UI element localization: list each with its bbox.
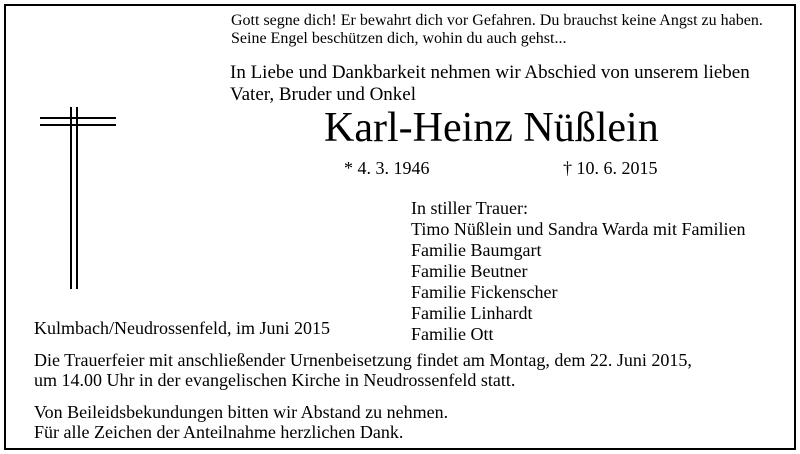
funeral-service-info: [34, 350, 692, 390]
farewell-intro: [230, 62, 750, 106]
mourner-item: Timo Nüßlein und Sandra Warda mit Familien: [411, 219, 746, 239]
closing-line: Für alle Zeichen der Anteilnahme herzlichen Dank.: [34, 422, 404, 442]
verse-line: Seine Engel beschützen dich, wohin du auch gehst...: [231, 30, 567, 48]
mourner-item: Familie Baumgart: [411, 240, 542, 260]
bible-verse: [231, 12, 763, 49]
birth-date: * 4. 3. 1946: [344, 158, 430, 178]
mourner-item: Familie Ott: [411, 324, 494, 344]
service-line: um 14.00 Uhr in der evangelischen Kirche in Neudrossenfeld statt.: [34, 370, 516, 390]
closing-note: [34, 402, 448, 442]
death-date: † 10. 6. 2015: [563, 158, 658, 178]
closing-line: Von Beileidsbekundungen bitten wir Abstand zu nehmen.: [34, 402, 449, 422]
intro-line: Vater, Bruder und Onkel: [230, 83, 417, 105]
mourner-item: Familie Fickenscher: [411, 282, 558, 302]
mourners-heading: In stiller Trauer:: [411, 198, 528, 218]
mourners-list: [411, 198, 746, 345]
service-line: Die Trauerfeier mit anschließender Urnenbeisetzung findet am Montag, dem 22. Juni 2015,: [34, 350, 692, 370]
intro-line: In Liebe und Dankbarkeit nehmen wir Abschied von unserem lieben: [230, 62, 750, 83]
mourner-item: Familie Beutner: [411, 261, 528, 281]
verse-line: Gott segne dich! Er bewahrt dich vor Gefahren. Du brauchst keine Angst zu haben.: [231, 12, 763, 29]
obituary-notice: [4, 4, 796, 450]
deceased-name: Karl-Heinz Nüßlein: [324, 105, 659, 151]
mourner-item: Familie Linhardt: [411, 303, 533, 323]
cross-icon: [40, 107, 116, 289]
place-and-date: Kulmbach/Neudrossenfeld, im Juni 2015: [34, 318, 330, 338]
